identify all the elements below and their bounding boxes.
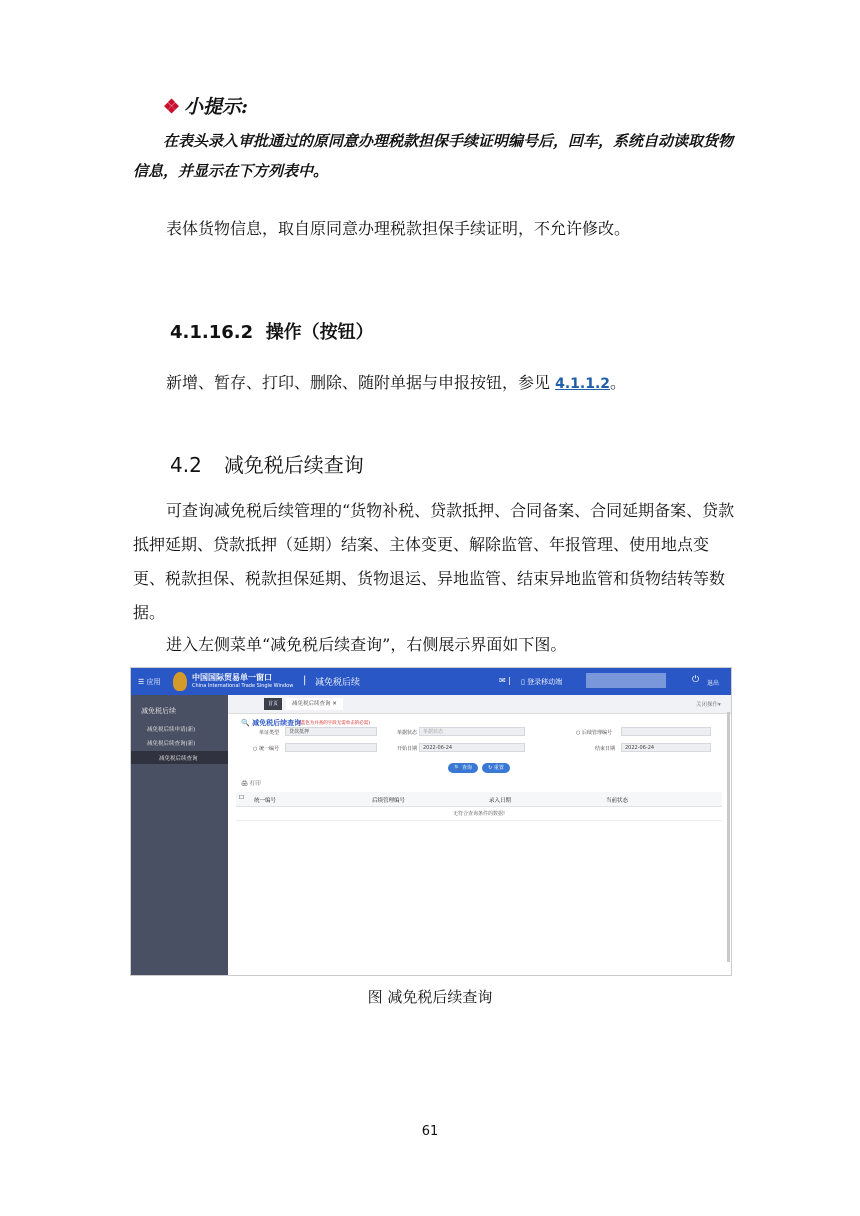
module-title: 减免税后续 — [315, 678, 361, 688]
section-number: 4.2 — [170, 453, 202, 477]
section-link[interactable]: 4.1.1.2 — [555, 376, 611, 392]
sidebar-item-label: 减免税后续查询 — [159, 756, 198, 762]
paragraph-2-end: 。 — [610, 373, 627, 392]
column-header: 录入日期 — [489, 798, 512, 804]
paragraph-2-text: 新增、暂存、打印、删除、随附单据与申报按钮，参见 — [166, 373, 551, 392]
status-label: 单据状态 — [397, 730, 418, 736]
tab-home[interactable]: 首页 — [264, 698, 282, 710]
search-button[interactable]: 🔍 查询 — [448, 763, 478, 773]
sidebar-item-apply[interactable]: 减免税后续申请(新) — [147, 727, 196, 733]
column-header: 后续管理编号 — [372, 798, 406, 804]
divider: | — [303, 675, 307, 686]
end-date-label: 结束日期 — [595, 746, 616, 752]
table-header — [236, 792, 722, 807]
diamond-icon: ❖ — [163, 96, 181, 118]
reset-button-label: 重置 — [493, 765, 504, 771]
start-date-label: 开始日期 — [397, 746, 418, 752]
power-icon[interactable]: ⏻ — [692, 675, 700, 685]
tab-query[interactable]: 减免税后续查询 ✕ — [286, 698, 343, 710]
column-header: 统一编号 — [254, 798, 277, 804]
sidebar-item-query-active[interactable] — [131, 751, 228, 764]
query-title-text: 减免税后续查询 — [252, 719, 302, 727]
mgmt-no-label: ○ 后续管理编号 — [576, 730, 612, 736]
column-header: 当前状态 — [606, 798, 629, 804]
user-info-blurred — [586, 673, 666, 688]
sidebar-title[interactable]: 减免税后续 — [141, 707, 176, 715]
section-number: 4.1.16.2 — [170, 322, 254, 343]
search-button-label: 查询 — [461, 765, 472, 771]
doc-type-select[interactable]: 贷款抵押 — [285, 727, 377, 736]
section-title: 减免税后续查询 — [223, 453, 364, 477]
top-bar — [131, 668, 731, 695]
start-date-input[interactable]: 2022-06-24 — [419, 743, 525, 752]
end-date-input[interactable]: 2022-06-24 — [621, 743, 711, 752]
embedded-screenshot — [130, 667, 732, 976]
paragraph-4: 进入左侧菜单“减免税后续查询”，右侧展示界面如下图。 — [166, 635, 567, 654]
sidebar-item-query-new[interactable]: 减免税后续查询(新) — [147, 741, 196, 747]
unified-no-label: ○ 统一编号 — [253, 746, 279, 752]
mail-icon[interactable]: ✉ | — [499, 676, 511, 685]
paragraph-1: 表体货物信息，取自原同意办理税款担保手续证明，不允许修改。 — [166, 219, 631, 238]
doc-type-label: 单证类型 — [259, 730, 280, 736]
print-button-label: 打印 — [249, 781, 261, 787]
unified-no-input[interactable] — [285, 743, 377, 752]
mgmt-no-label-text: 后续管理编号 — [581, 730, 612, 736]
section-title: 操作（按钮） — [265, 322, 374, 343]
scrollbar[interactable] — [727, 712, 730, 962]
empty-table-message: 无符合查询条件的数据! — [236, 808, 722, 821]
app-menu-button[interactable]: ☰ 应用 — [138, 678, 161, 686]
select-all-checkbox[interactable]: ☐ — [239, 795, 244, 801]
query-note: (蓝色为并查的字段无需单击的必需) — [299, 721, 371, 726]
figure-caption: 图 减免税后续查询 — [367, 988, 493, 1006]
tip-title — [163, 92, 248, 119]
tip-body: 在表头录入审批通过的原同意办理税款担保手续证明编号后，回车，系统自动读取货物信息，并显示在下方列表中。 — [133, 132, 734, 180]
sidebar — [131, 695, 228, 975]
status-select[interactable]: 单据状态 — [419, 727, 525, 736]
paragraph-3: 可查询减免税后续管理的“货物补税、贷款抵押、合同备案、合同延期备案、贷款抵押延期、贷款抵押（延期）结案、主体变更、解除监管、年报管理、使用地点变更、税款担保、税款担保延期、货物退运、异地监管、结束异地监管和货物结转等数据。 — [133, 501, 735, 622]
logo-icon — [173, 672, 187, 691]
mobile-login-link[interactable]: ▯ 登录移动端 — [521, 678, 563, 686]
query-title: 🔍 减免税后续查询 — [241, 719, 302, 727]
section-heading-4-1-16-2 — [170, 318, 374, 344]
brand-en: China International Trade Single Window — [192, 683, 294, 689]
close-operations-menu[interactable]: 关闭操作▾ — [696, 702, 721, 708]
mobile-login-label: 登录移动端 — [527, 678, 563, 686]
section-heading-4-2 — [170, 449, 364, 478]
reset-button[interactable]: ↻ 重置 — [482, 763, 510, 773]
mgmt-no-input[interactable] — [621, 727, 711, 736]
print-button[interactable]: 🖨 打印 — [241, 781, 261, 787]
unified-no-label-text: 统一编号 — [258, 746, 279, 752]
page-number: 61 — [421, 1124, 439, 1139]
brand-cn: 中国国际贸易单一窗口 — [192, 673, 272, 682]
query-content — [233, 715, 723, 973]
paragraph-2 — [166, 366, 626, 401]
tip-title-text: 小提示: — [184, 96, 249, 118]
logout-button[interactable]: 退出 — [707, 680, 720, 687]
tab-bar — [228, 695, 731, 714]
